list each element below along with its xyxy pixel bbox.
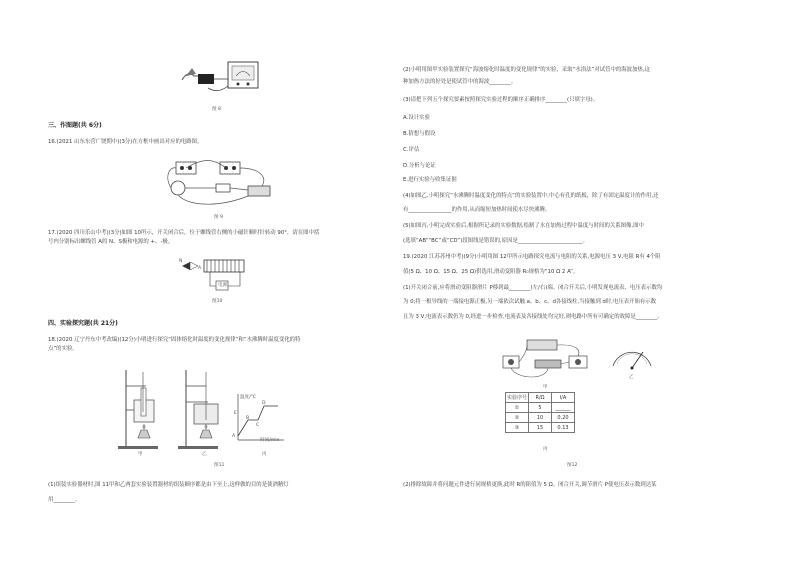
table-cell: 10 [529,413,552,423]
question-17-line-2: 号内分别标出螺线管 A的 N、S极和电源的 +、-极。 [48,239,174,245]
figure-12-label-yi: 乙 [629,375,634,380]
table-cell: ______ [552,403,575,413]
table-cell: ① [506,403,529,413]
table-cell: 0.20 [552,413,575,423]
figure-11-point-e: E [234,411,237,416]
figure-11-label-jia: 甲 [138,452,143,457]
question-18-part-2-line-1: (2)小明用图甲实验装置探究“海波熔化时温度的变化规律”的实验，采取“水浴法”对试管中的海波加热,这 [403,67,650,73]
figure-12-label-jia: 甲 [543,385,548,390]
question-18-part-4-line-2: 有________________的作用,从而缩短加热时间使水尽快沸腾。 [403,207,551,213]
data-table [505,392,575,433]
table-header-row [506,393,575,403]
figure-11-caption: 图11 [214,463,225,468]
figure-12-caption: 图12 [567,463,578,468]
figure-10-caption: 图10 [212,299,223,304]
figure-10-label-n: N [179,259,183,264]
figure-11-point-c: C [256,423,260,428]
table-cell: ③ [506,423,529,433]
figure-11-axis-y: 温度/℃ [240,395,256,400]
table-cell: 15 [529,423,552,433]
option-c: C.评估 [403,147,420,153]
figure-9 [158,156,278,212]
question-17-line-1: 17.(2020 四川乐山中考)(3分)如图 10所示，开关闭合后，位于螺线管右侧的小磁针顺时针转动 90°，请在图中括 [48,230,320,236]
table-header-cell: 实验序号 [506,393,529,403]
question-18-part-1-line-1: (1)组装实验器材时,图 11甲和乙两套实验装置器材的组装顺序都是由下至上,这样做的目的是使酒精灯 [48,482,289,488]
table-cell: 5 [529,403,552,413]
figure-12-label-bing: 丙 [543,447,548,452]
option-d: D.分析与论证 [403,163,436,169]
table-row [506,403,575,413]
table-header-cell: R/Ω [529,393,552,403]
question-19-part-1-line-2: 为 0;将一根导线的一端接电源正极,另一端依次试触 a、b、c、d各接线柱,当接触到 d时,电压表开始有示数 [403,299,657,305]
question-19-part-2: (2)排除故障并将问题元件进行同规格更换,此时 R的阻值为 5 Ω。闭合开关,调节滑片 P使电压表示数到达某 [403,482,657,488]
option-b: B.猜想与假设 [403,131,436,137]
question-18-line-1: 18.(2020 辽宁丹东中考改编)(12分)小明进行探究“固体熔化时温度的变化规律”和“水沸腾时温度变化的特 [48,337,301,343]
figure-11-point-a: A [232,434,236,439]
question-18-part-2-line-2: 种加热方法的好处是使试管中的海波________。 [403,79,517,85]
section-3-title: 三、作图题(共 6分) [48,122,102,129]
question-18-part-3: (3)请把下列五个探究要素按照探究实验过程的顺序正确排序________(只填字母)。 [403,97,599,103]
figure-9-caption: 图 9 [214,215,223,220]
figure-12-circuit [497,336,597,384]
question-18-line-2: 点”的实验。 [48,346,78,352]
table-row [506,413,575,423]
question-19-part-1-line-3: 且为 3 V,电流表示数仍为 0,经进一步检查,电流表及各接线处均完好,则电路中所有可确定的故障是________。 [403,314,663,320]
figure-10-label-power: 电源 [218,283,228,288]
table-cell: 0.13 [552,423,575,433]
table-row [506,423,575,433]
table-header-cell: I/A [552,393,575,403]
figure-11-point-b: B [246,416,250,421]
question-18-part-5-line-1: (5)如图丙,小明完成实验后,根据所记录的实验数据,绘制了水在加热过程中温度与时间的关系图像,图中 [403,223,644,229]
question-16: 16.(2021 山东东营广饶期中)(3分)在方框中画出对应的电路图。 [48,139,203,145]
option-e: E.进行实验与收集证据 [403,177,457,183]
question-18-part-4-line-1: (4)如图乙,小明探究“水沸腾时温度变化的特点”的实验装置中,中心有孔的纸板，除了有固定温度计的作用,还 [403,193,659,199]
question-18-part-1-line-2: 用________。 [48,497,81,503]
question-19-line-1: 19.(2020 江苏苏州中考)(9分)小明用图 12甲所示电路探究电流与电阻的关系,电源电压 3 V,电阻 R有 4个阻 [403,254,661,260]
figure-11-axis-x: 时间/min [260,438,280,443]
figure-10 [176,256,256,292]
question-19-line-2: 值(5 Ω、10 Ω、15 Ω、25 Ω)供选用,滑动变阻器 R₀规格为“10 Ω 2 A”。 [403,269,579,275]
table-cell: ② [506,413,529,423]
figure-8 [178,58,278,102]
question-18-part-5-line-2: (选填“AB”“BC”或“CD”)段图线是错误的,原因是________________________。 [403,238,588,244]
figure-10-label-a: A [198,266,202,271]
option-a: A.设计实验 [403,115,430,121]
figure-11-label-bing: 丙 [262,452,267,457]
figure-8-caption: 图 8 [212,107,221,112]
question-19-part-1-line-1: (1)开关闭合前,应将滑动变阻器滑片 P移到最________(左/右)端。闭合开关后,小明发现电流表、电压表示数均 [403,285,663,291]
figure-12-meter [607,338,657,372]
figure-11-point-d: D [262,401,266,406]
section-4-title: 四、实验探究题(共 21分) [48,320,118,327]
figure-11-label-yi: 乙 [202,452,207,457]
